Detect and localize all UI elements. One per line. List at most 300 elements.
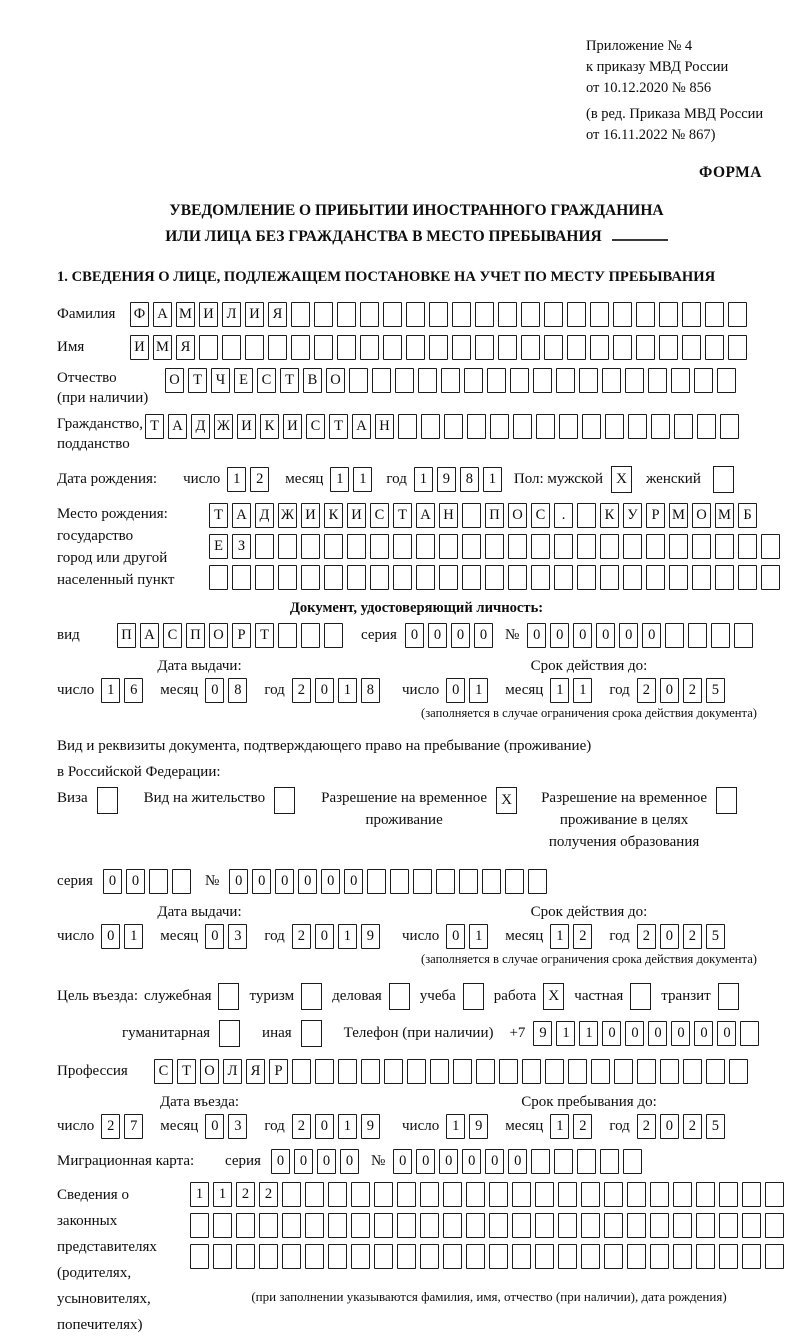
form-cell bbox=[485, 534, 504, 559]
form-cell bbox=[717, 368, 736, 393]
form-cell: 0 bbox=[527, 623, 546, 648]
document-title bbox=[57, 198, 776, 249]
form-cell bbox=[429, 302, 448, 327]
sex-female-checkbox bbox=[713, 466, 734, 493]
form-cell bbox=[393, 534, 412, 559]
visa-checkbox bbox=[97, 787, 118, 814]
residence-validity-day-cells bbox=[446, 924, 492, 949]
form-cell: Я bbox=[176, 335, 195, 360]
form-cell bbox=[407, 1059, 426, 1084]
form-cell bbox=[636, 302, 655, 327]
form-cell bbox=[627, 1213, 646, 1238]
form-cell: 2 bbox=[101, 1114, 120, 1139]
form-cell bbox=[738, 565, 757, 590]
form-cell bbox=[305, 1244, 324, 1269]
form-cell: 8 bbox=[460, 467, 479, 492]
form-cell bbox=[567, 302, 586, 327]
form-cell: Л bbox=[222, 302, 241, 327]
form-cell bbox=[628, 414, 647, 439]
form-cell: 0 bbox=[660, 924, 679, 949]
form-cell bbox=[347, 565, 366, 590]
form-cell: 2 bbox=[292, 678, 311, 703]
form-cell: Ч bbox=[211, 368, 230, 393]
form-cell bbox=[420, 1213, 439, 1238]
form-cell bbox=[742, 1244, 761, 1269]
form-cell: Т bbox=[145, 414, 164, 439]
stay-month-cells bbox=[550, 1114, 596, 1139]
form-cell bbox=[328, 1182, 347, 1207]
form-cell: И bbox=[301, 503, 320, 528]
form-cell bbox=[646, 565, 665, 590]
title-line-2: ИЛИ ЛИЦА БЕЗ ГРАЖДАНСТВА В МЕСТО ПРЕБЫВАНИЯ bbox=[57, 224, 776, 250]
month-label: месяц bbox=[285, 471, 324, 488]
form-cell: Т bbox=[209, 503, 228, 528]
form-cell: 6 bbox=[124, 678, 143, 703]
form-cell bbox=[439, 534, 458, 559]
form-cell: 2 bbox=[236, 1182, 255, 1207]
form-cell bbox=[659, 335, 678, 360]
form-cell: 0 bbox=[648, 1021, 667, 1046]
form-cell bbox=[528, 869, 547, 894]
form-cell bbox=[673, 1182, 692, 1207]
migration-number-cells bbox=[393, 1149, 646, 1174]
form-cell bbox=[536, 414, 555, 439]
form-cell bbox=[531, 565, 550, 590]
profession-row bbox=[57, 1059, 776, 1084]
residence-permit-checkbox bbox=[274, 787, 295, 814]
form-cell: 0 bbox=[317, 1149, 336, 1174]
legal-reps-row-2 bbox=[190, 1213, 788, 1238]
form-cell bbox=[671, 368, 690, 393]
form-cell bbox=[489, 1213, 508, 1238]
tourism-checkbox bbox=[301, 983, 322, 1010]
form-cell bbox=[498, 335, 517, 360]
form-cell bbox=[464, 368, 483, 393]
doc-number-cells bbox=[527, 623, 757, 648]
form-cell bbox=[613, 302, 632, 327]
form-cell bbox=[696, 1182, 715, 1207]
form-cell bbox=[554, 565, 573, 590]
form-cell bbox=[498, 302, 517, 327]
form-cell bbox=[742, 1213, 761, 1238]
form-cell bbox=[673, 1244, 692, 1269]
residence-validity-note: (заполняется в случае ограничения срока действия документа) bbox=[421, 952, 757, 967]
form-cell bbox=[398, 414, 417, 439]
citizenship-cells bbox=[145, 414, 743, 439]
title-line-1: УВЕДОМЛЕНИЕ О ПРИБЫТИИ ИНОСТРАННОГО ГРАЖДАНИНА bbox=[169, 202, 664, 219]
form-cell: 0 bbox=[271, 1149, 290, 1174]
form-cell: А bbox=[232, 503, 251, 528]
residence-series-cells bbox=[103, 869, 195, 894]
form-cell bbox=[436, 869, 455, 894]
form-cell bbox=[282, 1244, 301, 1269]
form-cell: 2 bbox=[573, 924, 592, 949]
form-cell: О bbox=[326, 368, 345, 393]
form-cell bbox=[705, 302, 724, 327]
form-cell: М bbox=[715, 503, 734, 528]
birth-place-row-2 bbox=[209, 534, 784, 559]
form-cell: Е bbox=[209, 534, 228, 559]
identity-issue-block bbox=[57, 658, 402, 721]
form-cell bbox=[301, 565, 320, 590]
surname-label: Фамилия bbox=[57, 306, 116, 323]
birth-place-label: Место рождения: государство город или другой населенный пункт bbox=[57, 506, 175, 589]
form-cell bbox=[604, 1213, 623, 1238]
form-cell bbox=[444, 414, 463, 439]
form-cell bbox=[259, 1244, 278, 1269]
form-cell bbox=[236, 1244, 255, 1269]
form-cell: 2 bbox=[292, 924, 311, 949]
form-cell: 0 bbox=[405, 623, 424, 648]
form-cell bbox=[351, 1182, 370, 1207]
form-cell bbox=[367, 869, 386, 894]
birth-date-label: Дата рождения: bbox=[57, 471, 158, 488]
form-cell: 0 bbox=[205, 1114, 224, 1139]
form-cell bbox=[232, 565, 251, 590]
form-cell: 1 bbox=[227, 467, 246, 492]
identity-doc-dates bbox=[57, 658, 776, 721]
option-temp-residence-education: Разрешение на временное проживание в целях получения образования bbox=[541, 787, 737, 853]
form-cell: 2 bbox=[259, 1182, 278, 1207]
form-cell bbox=[301, 623, 320, 648]
form-cell bbox=[255, 534, 274, 559]
form-cell: М bbox=[669, 503, 688, 528]
form-cell: 1 bbox=[550, 1114, 569, 1139]
form-cell: 0 bbox=[446, 924, 465, 949]
form-cell bbox=[581, 1213, 600, 1238]
form-cell bbox=[390, 869, 409, 894]
form-cell bbox=[172, 869, 191, 894]
issue-year-cells bbox=[292, 678, 384, 703]
form-cell bbox=[510, 368, 529, 393]
form-cell bbox=[259, 1213, 278, 1238]
form-cell: У bbox=[623, 503, 642, 528]
form-cell bbox=[513, 414, 532, 439]
sex-male-label: Пол: мужской bbox=[513, 471, 604, 488]
form-cell bbox=[443, 1182, 462, 1207]
form-cell bbox=[282, 1213, 301, 1238]
form-cell bbox=[324, 534, 343, 559]
sex-male-checkbox: X bbox=[611, 466, 632, 493]
form-cell: 9 bbox=[361, 924, 380, 949]
entry-date-heading: Дата въезда: bbox=[159, 1094, 240, 1111]
doc-series-label: серия bbox=[361, 627, 397, 644]
form-cell: Т bbox=[280, 368, 299, 393]
form-cell: 9 bbox=[533, 1021, 552, 1046]
form-cell bbox=[416, 565, 435, 590]
validity-date-fields: число 0 1 месяц 1 1 год 2 0 2 5 bbox=[402, 678, 776, 703]
form-cell bbox=[554, 534, 573, 559]
transit-checkbox bbox=[718, 983, 739, 1010]
form-cell bbox=[453, 1059, 472, 1084]
form-cell bbox=[582, 414, 601, 439]
annex-line: (в ред. Приказа МВД России bbox=[586, 106, 764, 122]
form-cell bbox=[418, 368, 437, 393]
form-cell: 0 bbox=[439, 1149, 458, 1174]
form-cell bbox=[614, 1059, 633, 1084]
form-cell bbox=[255, 565, 274, 590]
purpose-other: иная bbox=[262, 1020, 322, 1047]
form-cell bbox=[360, 335, 379, 360]
form-cell bbox=[370, 534, 389, 559]
form-cell: 0 bbox=[596, 623, 615, 648]
form-cell: О bbox=[508, 503, 527, 528]
form-cell bbox=[383, 335, 402, 360]
form-cell: Н bbox=[439, 503, 458, 528]
form-cell bbox=[406, 335, 425, 360]
form-cell bbox=[149, 869, 168, 894]
form-cell bbox=[505, 869, 524, 894]
form-cell bbox=[324, 565, 343, 590]
stay-year-cells bbox=[637, 1114, 729, 1139]
form-cell bbox=[740, 1021, 759, 1046]
form-cell bbox=[521, 302, 540, 327]
form-cell bbox=[728, 302, 747, 327]
form-cell: 0 bbox=[101, 924, 120, 949]
form-cell: Б bbox=[738, 503, 757, 528]
form-cell: Т bbox=[177, 1059, 196, 1084]
form-cell: 8 bbox=[228, 678, 247, 703]
other-checkbox bbox=[301, 1020, 322, 1047]
form-cell bbox=[521, 335, 540, 360]
form-cell: Н bbox=[375, 414, 394, 439]
form-cell bbox=[761, 565, 780, 590]
form-cell: З bbox=[232, 534, 251, 559]
residence-doc-options bbox=[57, 787, 776, 853]
form-cell: 0 bbox=[126, 869, 145, 894]
form-cell: Р bbox=[269, 1059, 288, 1084]
form-cell bbox=[533, 368, 552, 393]
form-cell: 2 bbox=[573, 1114, 592, 1139]
form-cell bbox=[485, 565, 504, 590]
form-cell bbox=[278, 623, 297, 648]
form-cell bbox=[648, 368, 667, 393]
residence-validity-heading: Срок действия до: bbox=[530, 904, 648, 921]
temp-residence-checkbox: X bbox=[496, 787, 517, 814]
form-cell bbox=[650, 1213, 669, 1238]
form-cell bbox=[765, 1213, 784, 1238]
form-cell bbox=[476, 1059, 495, 1084]
form-cell bbox=[209, 565, 228, 590]
title-blank-line bbox=[612, 225, 668, 241]
form-cell bbox=[489, 1244, 508, 1269]
form-cell: П bbox=[117, 623, 136, 648]
birth-month-cells bbox=[330, 467, 376, 492]
legal-reps-row-3 bbox=[190, 1244, 788, 1269]
form-cell: О bbox=[692, 503, 711, 528]
form-cell: 1 bbox=[483, 467, 502, 492]
form-cell bbox=[651, 414, 670, 439]
form-cell: 5 bbox=[706, 924, 725, 949]
purpose-transit: транзит bbox=[661, 983, 738, 1010]
birth-place-row-3 bbox=[209, 565, 784, 590]
form-cell bbox=[337, 302, 356, 327]
form-cell bbox=[508, 534, 527, 559]
business-checkbox bbox=[389, 983, 410, 1010]
form-cell: 9 bbox=[469, 1114, 488, 1139]
temp-residence-education-checkbox bbox=[716, 787, 737, 814]
form-cell bbox=[591, 1059, 610, 1084]
form-cell bbox=[623, 565, 642, 590]
purpose-row bbox=[57, 983, 776, 1010]
form-cell bbox=[222, 335, 241, 360]
form-cell bbox=[393, 565, 412, 590]
form-cell bbox=[646, 534, 665, 559]
form-cell bbox=[508, 565, 527, 590]
form-cell: 2 bbox=[683, 678, 702, 703]
purpose-tourism: туризм bbox=[249, 983, 322, 1010]
doc-series-cells bbox=[405, 623, 497, 648]
form-cell bbox=[729, 1059, 748, 1084]
validity-month-cells bbox=[550, 678, 596, 703]
day-label: число bbox=[183, 471, 221, 488]
annex-line: от 16.11.2022 № 867) bbox=[586, 127, 716, 143]
form-cell bbox=[692, 534, 711, 559]
form-cell bbox=[577, 534, 596, 559]
form-cell bbox=[559, 414, 578, 439]
form-cell bbox=[397, 1182, 416, 1207]
form-cell bbox=[742, 1182, 761, 1207]
profession-label: Профессия bbox=[57, 1063, 128, 1080]
form-cell bbox=[682, 302, 701, 327]
form-cell: 1 bbox=[124, 924, 143, 949]
form-cell: 0 bbox=[550, 623, 569, 648]
issue-date-heading: Дата выдачи: bbox=[157, 658, 242, 675]
form-cell bbox=[292, 1059, 311, 1084]
form-cell: О bbox=[209, 623, 228, 648]
annex-line: Приложение № 4 bbox=[586, 38, 693, 54]
study-checkbox bbox=[463, 983, 484, 1010]
form-cell: К bbox=[324, 503, 343, 528]
entry-month-cells bbox=[205, 1114, 251, 1139]
form-cell: С bbox=[306, 414, 325, 439]
form-cell: 1 bbox=[469, 678, 488, 703]
form-cell: 0 bbox=[446, 678, 465, 703]
residence-series-label: серия bbox=[57, 873, 93, 890]
form-cell bbox=[535, 1213, 554, 1238]
form-cell bbox=[482, 869, 501, 894]
form-cell bbox=[558, 1182, 577, 1207]
form-cell bbox=[650, 1182, 669, 1207]
form-cell: 0 bbox=[205, 924, 224, 949]
residence-issue-day-cells bbox=[101, 924, 147, 949]
form-cell: 3 bbox=[228, 1114, 247, 1139]
form-cell: 9 bbox=[361, 1114, 380, 1139]
form-cell bbox=[577, 503, 596, 528]
sex-female-label: женский bbox=[646, 471, 701, 488]
form-cell: 0 bbox=[508, 1149, 527, 1174]
form-cell bbox=[674, 414, 693, 439]
annex-header bbox=[586, 36, 776, 146]
form-cell bbox=[604, 1244, 623, 1269]
form-cell bbox=[765, 1182, 784, 1207]
form-cell bbox=[554, 1149, 573, 1174]
form-cell bbox=[765, 1244, 784, 1269]
migration-card-label: Миграционная карта: bbox=[57, 1153, 195, 1170]
form-cell bbox=[416, 534, 435, 559]
form-cell bbox=[581, 1182, 600, 1207]
form-cell bbox=[370, 565, 389, 590]
form-cell bbox=[544, 302, 563, 327]
form-cell bbox=[544, 335, 563, 360]
form-cell: 5 bbox=[706, 678, 725, 703]
form-cell bbox=[452, 335, 471, 360]
form-cell: Ж bbox=[278, 503, 297, 528]
residence-issue-month-cells bbox=[205, 924, 251, 949]
form-cell: 0 bbox=[103, 869, 122, 894]
form-cell bbox=[190, 1244, 209, 1269]
form-cell bbox=[443, 1213, 462, 1238]
purpose-private: частная bbox=[574, 983, 651, 1010]
form-cell: 1 bbox=[101, 678, 120, 703]
form-cell: 0 bbox=[660, 678, 679, 703]
form-cell: . bbox=[554, 503, 573, 528]
form-cell bbox=[441, 368, 460, 393]
birth-year-cells bbox=[414, 467, 506, 492]
patronymic-row bbox=[57, 368, 776, 408]
form-cell bbox=[627, 1182, 646, 1207]
form-cell: 1 bbox=[338, 924, 357, 949]
form-cell bbox=[669, 565, 688, 590]
form-cell: 2 bbox=[683, 1114, 702, 1139]
form-cell bbox=[420, 1182, 439, 1207]
form-cell: С bbox=[370, 503, 389, 528]
form-cell bbox=[315, 1059, 334, 1084]
section-1-heading: 1. СВЕДЕНИЯ О ЛИЦЕ, ПОДЛЕЖАЩЕМ ПОСТАНОВКЕ НА УЧЕТ ПО МЕСТУ ПРЕБЫВАНИЯ bbox=[57, 269, 716, 286]
form-cell: А bbox=[140, 623, 159, 648]
form-cell bbox=[761, 534, 780, 559]
form-cell bbox=[466, 1182, 485, 1207]
identity-validity-block bbox=[402, 658, 776, 721]
stay-day-cells bbox=[446, 1114, 492, 1139]
form-cell: 0 bbox=[252, 869, 271, 894]
form-cell bbox=[499, 1059, 518, 1084]
validity-day-cells bbox=[446, 678, 492, 703]
form-cell bbox=[705, 335, 724, 360]
option-residence-permit: Вид на жительство bbox=[144, 787, 295, 814]
form-cell: 0 bbox=[573, 623, 592, 648]
issue-month-cells bbox=[205, 678, 251, 703]
form-cell: М bbox=[176, 302, 195, 327]
form-cell bbox=[567, 335, 586, 360]
form-cell: И bbox=[347, 503, 366, 528]
form-cell: Ж bbox=[214, 414, 233, 439]
form-cell bbox=[213, 1213, 232, 1238]
form-cell bbox=[462, 565, 481, 590]
purpose-study: учеба bbox=[420, 983, 484, 1010]
form-cell bbox=[682, 335, 701, 360]
form-cell bbox=[720, 414, 739, 439]
residence-doc-intro-2: в Российской Федерации: bbox=[57, 764, 221, 781]
form-cell bbox=[734, 623, 753, 648]
form-cell bbox=[665, 623, 684, 648]
form-cell bbox=[692, 565, 711, 590]
form-cell bbox=[374, 1213, 393, 1238]
form-cell bbox=[383, 302, 402, 327]
form-cell: Т bbox=[393, 503, 412, 528]
form-cell: 0 bbox=[275, 869, 294, 894]
form-cell bbox=[659, 302, 678, 327]
residence-issue-heading: Дата выдачи: bbox=[157, 904, 242, 921]
form-cell: И bbox=[245, 302, 264, 327]
form-cell bbox=[715, 565, 734, 590]
form-cell bbox=[623, 534, 642, 559]
form-cell: 0 bbox=[416, 1149, 435, 1174]
form-cell bbox=[719, 1213, 738, 1238]
form-cell: 0 bbox=[315, 1114, 334, 1139]
form-cell: 1 bbox=[573, 678, 592, 703]
residence-doc-intro-1: Вид и реквизиты документа, подтверждающего право на пребывание (проживание) bbox=[57, 738, 592, 755]
